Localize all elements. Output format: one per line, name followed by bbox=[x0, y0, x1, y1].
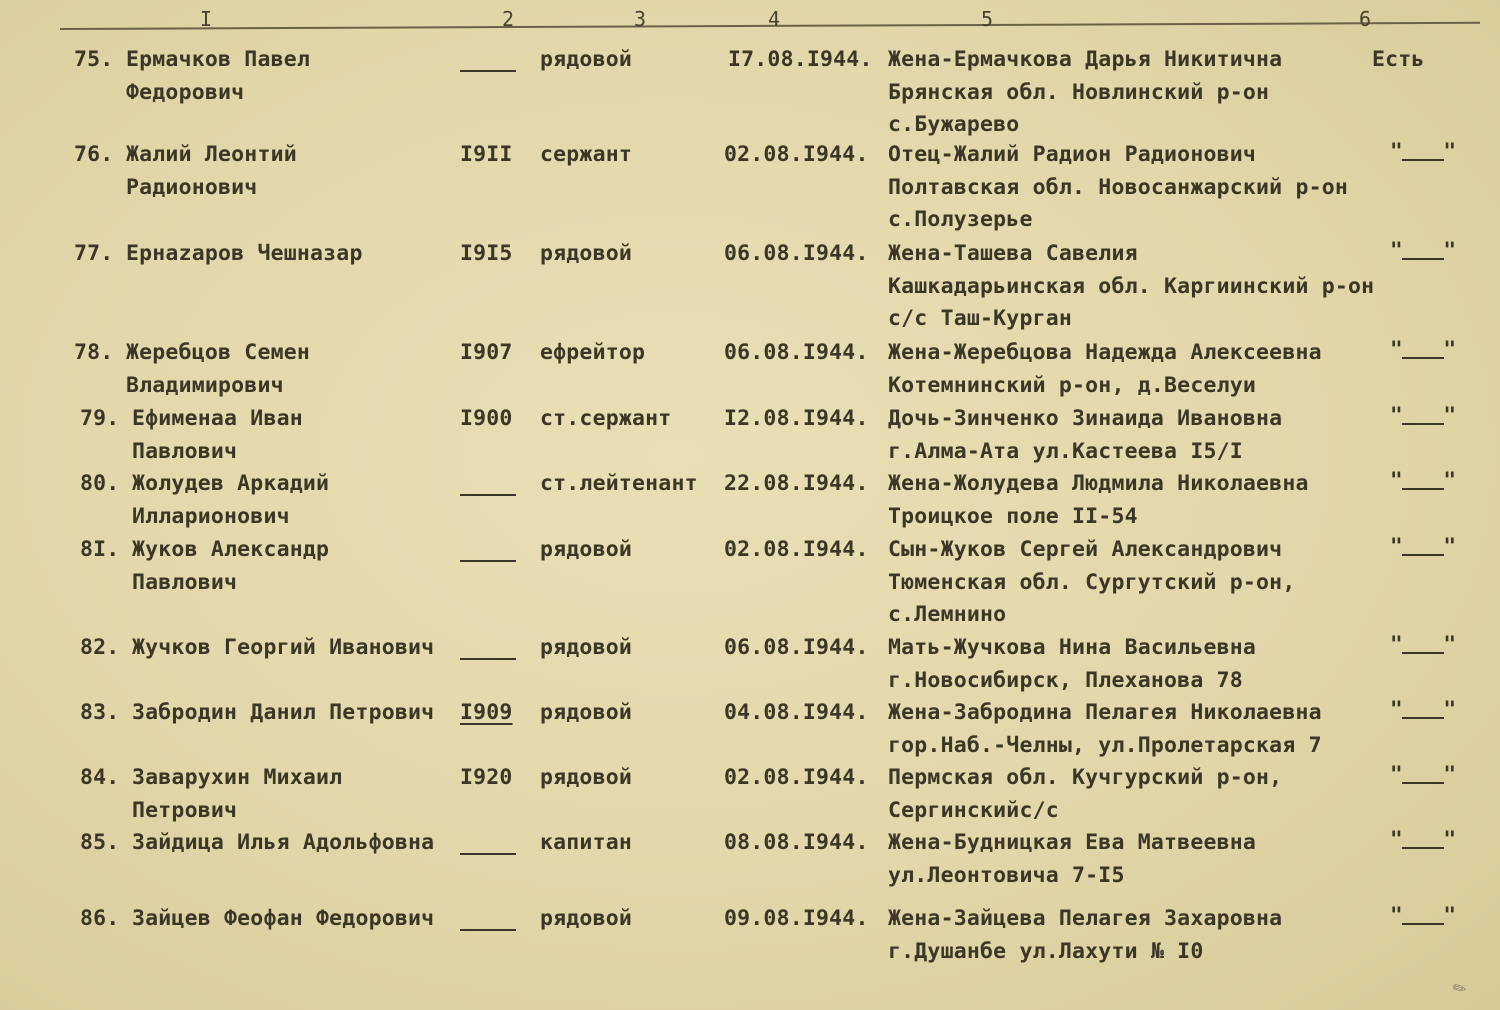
record-rank: рядовой bbox=[540, 537, 633, 562]
record-note-ditto bbox=[1390, 764, 1456, 788]
record-relative-line: Жена-Зайцева Пелагея Захаровна bbox=[888, 906, 1283, 931]
record-number: 8I. bbox=[80, 537, 120, 562]
record-number: 83. bbox=[80, 700, 120, 725]
ditto-dash bbox=[1402, 782, 1444, 784]
record-relative-line: Жена-Ташева Савелия bbox=[888, 241, 1138, 266]
record-birth-year: I9I5 bbox=[460, 241, 513, 266]
record-note-ditto bbox=[1390, 141, 1456, 165]
record-relative-line: Тюменская обл. Сургутский р-он, bbox=[888, 569, 1296, 595]
ditto-quote-left: " bbox=[1390, 403, 1403, 427]
record-birth-year-blank bbox=[460, 560, 516, 562]
record-name-line: Павлович bbox=[132, 569, 238, 595]
ditto-quote-left: " bbox=[1390, 337, 1403, 361]
ditto-quote-right: " bbox=[1443, 139, 1456, 163]
ditto-quote-left: " bbox=[1390, 632, 1403, 656]
record-number: 86. bbox=[80, 906, 120, 931]
record-date: 09.08.I944. bbox=[724, 906, 869, 931]
record-number: 75. bbox=[74, 47, 114, 72]
ditto-quote-right: " bbox=[1443, 632, 1456, 656]
ditto-dash bbox=[1402, 847, 1444, 849]
record-relative-line: Жена-Будницкая Ева Матвеевна bbox=[888, 830, 1257, 855]
column-number-3: 3 bbox=[634, 7, 647, 31]
record-birth-year: I909 bbox=[460, 700, 513, 725]
ditto-quote-left: " bbox=[1390, 139, 1403, 163]
column-number-5: 5 bbox=[981, 7, 994, 31]
record-relative-line: Жена-Ермачкова Дарья Никитична bbox=[888, 47, 1283, 72]
record-note-ditto bbox=[1390, 699, 1456, 723]
record-note-ditto bbox=[1390, 905, 1456, 929]
record-name-line: Жолудев Аркадий bbox=[132, 471, 330, 496]
record-date: 02.08.I944. bbox=[724, 142, 869, 167]
record-date: 04.08.I944. bbox=[724, 700, 869, 725]
record-birth-year: I9II bbox=[460, 142, 513, 167]
record-relative-line: с.Бужарево bbox=[888, 112, 1020, 137]
record-number: 79. bbox=[80, 406, 120, 431]
record-date: 02.08.I944. bbox=[724, 537, 869, 562]
record-name-line: Федорович bbox=[126, 79, 245, 105]
record-rank: ст.сержант bbox=[540, 406, 672, 431]
record-name-line: Ефименаа Иван bbox=[132, 406, 303, 431]
ditto-dash bbox=[1402, 488, 1444, 490]
record-rank: рядовой bbox=[540, 700, 633, 725]
record-name-line: Забродин Данил Петрович bbox=[132, 700, 435, 725]
ditto-dash bbox=[1402, 159, 1444, 161]
ditto-dash bbox=[1402, 923, 1444, 925]
ditto-quote-right: " bbox=[1443, 337, 1456, 361]
pencil-mark-icon: ✎ bbox=[1447, 974, 1470, 1001]
record-birth-year: I907 bbox=[460, 340, 513, 365]
record-relative-line: с.Лемнино bbox=[888, 602, 1007, 627]
record-rank: рядовой bbox=[540, 241, 633, 266]
column-number-6: 6 bbox=[1359, 7, 1372, 31]
record-relative-line: Мать-Жучкова Нина Васильевна bbox=[888, 635, 1257, 660]
record-rank: рядовой bbox=[540, 906, 633, 931]
record-note-ditto bbox=[1390, 634, 1456, 658]
record-relative-line: Дочь-Зинченко Зинаида Ивановна bbox=[888, 406, 1283, 431]
record-note-ditto bbox=[1390, 405, 1456, 429]
record-relative-line: Троицкое поле II-54 bbox=[888, 503, 1138, 529]
record-date: 06.08.I944. bbox=[724, 340, 869, 365]
ditto-quote-left: " bbox=[1390, 468, 1403, 492]
ditto-quote-right: " bbox=[1443, 534, 1456, 558]
record-birth-year: I920 bbox=[460, 765, 513, 790]
record-birth-year-blank bbox=[460, 853, 516, 855]
record-date: 02.08.I944. bbox=[724, 765, 869, 790]
record-relative-line: Полтавская обл. Новосанжарский р-он bbox=[888, 174, 1349, 200]
record-name-line: Заварухин Михаил bbox=[132, 765, 343, 790]
record-birth-year-blank bbox=[460, 658, 516, 660]
ditto-quote-left: " bbox=[1390, 238, 1403, 262]
record-relative-line: ул.Леонтовича 7-I5 bbox=[888, 862, 1125, 888]
record-date: 06.08.I944. bbox=[724, 635, 869, 660]
record-name-line: Жалий Леонтий bbox=[126, 142, 297, 167]
record-note-ditto bbox=[1390, 829, 1456, 853]
record-relative-line: гор.Наб.-Челны, ул.Пролетарская 7 bbox=[888, 732, 1322, 758]
ditto-quote-right: " bbox=[1443, 468, 1456, 492]
record-note-ditto bbox=[1390, 470, 1456, 494]
ditto-quote-left: " bbox=[1390, 762, 1403, 786]
record-rank: ефрейтор bbox=[540, 340, 646, 365]
ditto-quote-left: " bbox=[1390, 827, 1403, 851]
record-rank: ст.лейтенант bbox=[540, 471, 698, 496]
record-date: I2.08.I944. bbox=[724, 406, 869, 431]
ditto-quote-right: " bbox=[1443, 762, 1456, 786]
ditto-quote-right: " bbox=[1443, 903, 1456, 927]
record-name-line: Ернazаров Чешназар bbox=[126, 241, 363, 266]
ditto-dash bbox=[1402, 357, 1444, 359]
record-name-line: Жучков Георгий Иванович bbox=[132, 635, 435, 660]
record-name-line: Радионович bbox=[126, 174, 258, 200]
record-note-ditto bbox=[1390, 240, 1456, 264]
record-relative-line: с.Полузерье bbox=[888, 207, 1033, 232]
ditto-dash bbox=[1402, 652, 1444, 654]
record-name-line: Павлович bbox=[132, 438, 238, 464]
record-number: 84. bbox=[80, 765, 120, 790]
record-name-line: Петрович bbox=[132, 797, 238, 823]
record-number: 82. bbox=[80, 635, 120, 660]
ditto-dash bbox=[1402, 554, 1444, 556]
record-date: 22.08.I944. bbox=[724, 471, 869, 496]
record-relative-line: Сергинскийс/с bbox=[888, 797, 1059, 823]
ditto-quote-right: " bbox=[1443, 827, 1456, 851]
record-name-line: Зайцев Феофан Федорович bbox=[132, 906, 435, 931]
ditto-quote-right: " bbox=[1443, 697, 1456, 721]
record-name-line: Илларионович bbox=[132, 503, 290, 529]
record-birth-year-blank bbox=[460, 70, 516, 72]
ditto-quote-right: " bbox=[1443, 238, 1456, 262]
record-date: I7.08.I944. bbox=[728, 47, 873, 72]
record-relative-line: Котемнинский р-он, д.Веселуи bbox=[888, 372, 1257, 398]
record-relative-line: Жена-Забродина Пелагея Николаевна bbox=[888, 700, 1322, 725]
record-relative-line: Брянская обл. Новлинский р-он bbox=[888, 79, 1270, 105]
ditto-quote-right: " bbox=[1443, 403, 1456, 427]
record-relative-line: г.Новосибирск, Плеханова 78 bbox=[888, 667, 1243, 693]
record-rank: капитан bbox=[540, 830, 633, 855]
record-birth-year: I900 bbox=[460, 406, 513, 431]
record-date: 06.08.I944. bbox=[724, 241, 869, 266]
record-relative-line: Кашкадарьинская обл. Каргиинский р-он bbox=[888, 273, 1375, 299]
record-rank: рядовой bbox=[540, 765, 633, 790]
record-number: 85. bbox=[80, 830, 120, 855]
record-birth-year-blank bbox=[460, 929, 516, 931]
column-number-2: 2 bbox=[502, 7, 515, 31]
ditto-quote-left: " bbox=[1390, 534, 1403, 558]
record-rank: сержант bbox=[540, 142, 633, 167]
record-name-line: Владимирович bbox=[126, 372, 284, 398]
record-relative-line: Сын-Жуков Сергей Александрович bbox=[888, 537, 1283, 562]
record-relative-line: г.Алма-Ата ул.Кастеева I5/I bbox=[888, 438, 1243, 464]
record-relative-line: Отец-Жалий Радион Радионович bbox=[888, 142, 1257, 167]
record-relative-line: с/с Таш-Курган bbox=[888, 306, 1073, 331]
record-note-ditto bbox=[1390, 536, 1456, 560]
record-number: 76. bbox=[74, 142, 114, 167]
ditto-quote-left: " bbox=[1390, 903, 1403, 927]
record-rank: рядовой bbox=[540, 635, 633, 660]
column-number-4: 4 bbox=[768, 7, 781, 31]
ditto-quote-left: " bbox=[1390, 697, 1403, 721]
record-name-line: Жуков Александр bbox=[132, 537, 330, 562]
record-note: Есть bbox=[1372, 47, 1425, 72]
record-rank: рядовой bbox=[540, 47, 633, 72]
ditto-dash bbox=[1402, 258, 1444, 260]
ditto-dash bbox=[1402, 423, 1444, 425]
record-number: 80. bbox=[80, 471, 120, 496]
record-name-line: Ермачков Павел bbox=[126, 47, 311, 72]
record-number: 78. bbox=[74, 340, 114, 365]
record-relative-line: Жена-Жолудева Людмила Николаевна bbox=[888, 471, 1309, 496]
record-number: 77. bbox=[74, 241, 114, 266]
record-name-line: Жеребцов Семен bbox=[126, 340, 311, 365]
record-relative-line: г.Душанбе ул.Лахути № I0 bbox=[888, 938, 1204, 964]
record-date: 08.08.I944. bbox=[724, 830, 869, 855]
record-relative-line: Жена-Жеребцова Надежда Алексеевна bbox=[888, 340, 1322, 365]
record-birth-year-blank bbox=[460, 494, 516, 496]
column-number-1: I bbox=[200, 7, 213, 31]
ditto-dash bbox=[1402, 717, 1444, 719]
record-note-ditto bbox=[1390, 339, 1456, 363]
record-name-line: Зайдица Илья Адольфовна bbox=[132, 830, 435, 855]
record-relative-line: Пермская обл. Кучгурский р-он, bbox=[888, 765, 1283, 790]
